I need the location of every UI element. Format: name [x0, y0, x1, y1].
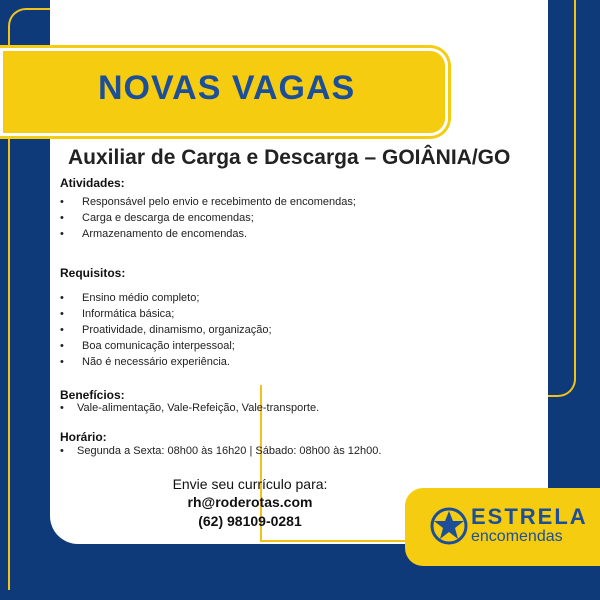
list-item: • Ensino médio completo; [60, 290, 272, 306]
novas-vagas-banner [0, 48, 448, 136]
cta-text: Envie seu currículo para: [172, 476, 328, 492]
list-item: • Armazenamento de encomendas. [60, 226, 356, 242]
job-title: Auxiliar de Carga e Descarga – GOIÂNIA/GO [68, 146, 511, 169]
logo-name: ESTRELA [471, 504, 588, 529]
beneficios-list [60, 400, 319, 416]
horario-label: Horário: [60, 430, 107, 444]
list-item: • Informática básica; [60, 306, 272, 322]
list-item: • Carga e descarga de encomendas; [60, 210, 356, 226]
list-item: • Segunda a Sexta: 08h00 às 16h20 | Sábado: 08h00 às 12h00. [60, 443, 381, 459]
requisitos-list [60, 290, 272, 370]
atividades-label: Atividades: [60, 176, 125, 190]
list-item: • Não é necessário experiência. [60, 354, 272, 370]
atividades-list [60, 194, 356, 242]
banner-title: NOVAS VAGAS [98, 69, 356, 107]
list-item: • Proatividade, dinamismo, organização; [60, 322, 272, 338]
beneficios-label: Benefícios: [60, 388, 125, 402]
requisitos-label: Requisitos: [60, 266, 126, 280]
contact-phone[interactable]: (62) 98109-0281 [198, 513, 302, 529]
contact-email[interactable]: rh@roderotas.com [187, 494, 313, 510]
logo-sub: encomendas [471, 528, 563, 545]
star-icon [429, 506, 469, 546]
horario-list [60, 443, 381, 459]
list-item: • Boa comunicação interpessoal; [60, 338, 272, 354]
estrela-logo [405, 488, 600, 566]
list-item: • Responsável pelo envio e recebimento de encomendas; [60, 194, 356, 210]
list-item: • Vale-alimentação, Vale-Refeição, Vale-transporte. [60, 400, 319, 416]
